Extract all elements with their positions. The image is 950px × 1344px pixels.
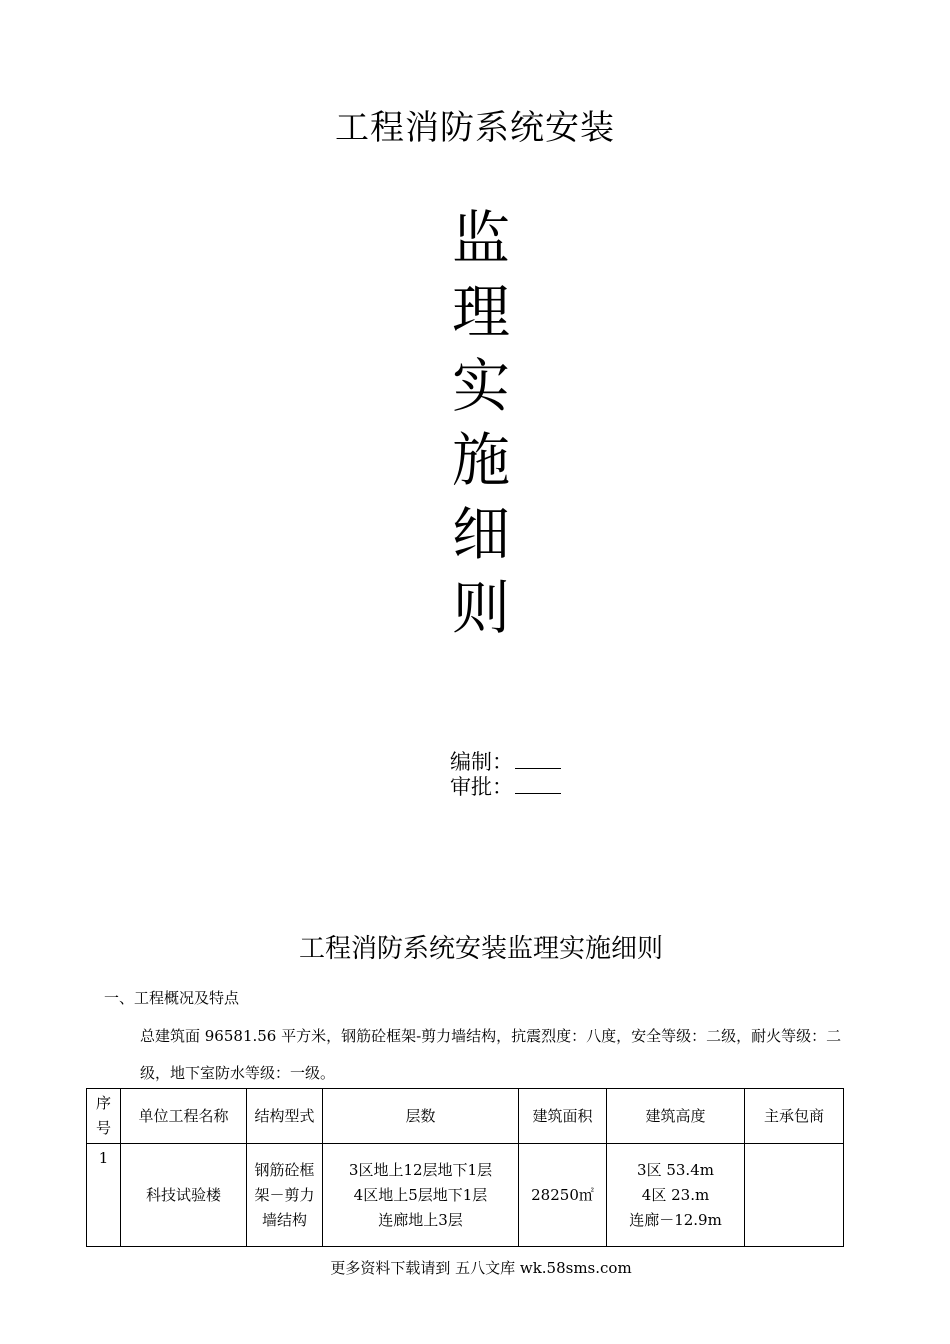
approved-by-blank	[515, 775, 561, 794]
height-line: 3区 53.4m	[637, 1160, 714, 1179]
compiled-by-label: 编制：	[450, 750, 513, 774]
cover-vertical-char: 理	[451, 278, 510, 346]
header-cell-no: 序号	[87, 1089, 121, 1144]
approved-by-label: 审批：	[450, 775, 513, 799]
header-cell-height: 建筑高度	[607, 1089, 745, 1144]
table-row	[87, 1144, 844, 1247]
floors-line: 4区地上5层地下1层	[353, 1185, 488, 1204]
document-title: 工程消防系统安装监理实施细则	[298, 934, 663, 964]
cover-vertical-char: 细	[451, 500, 510, 568]
compiled-by-blank	[515, 750, 561, 769]
cover-vertical-char: 则	[451, 574, 510, 642]
cell-name: 科技试验楼	[121, 1144, 247, 1247]
cover-vertical-char: 施	[451, 426, 510, 494]
header-cell-structure: 结构型式	[247, 1089, 323, 1144]
cell-no: 1	[87, 1144, 121, 1247]
approved-by-line	[450, 771, 561, 801]
header-cell-contractor: 主承包商	[745, 1089, 844, 1144]
cell-area: 28250㎡	[519, 1144, 607, 1247]
height-line: 4区 23.m	[641, 1185, 710, 1204]
cell-contractor	[745, 1144, 844, 1247]
header-cell-floors: 层数	[323, 1089, 519, 1144]
height-line: 连廊－12.9m	[629, 1210, 722, 1229]
table-header-row	[87, 1089, 844, 1144]
cover-title: 工程消防系统安装	[335, 108, 615, 148]
floors-line: 连廊地上3层	[378, 1210, 463, 1229]
cell-structure: 钢筋砼框架－剪力墙结构	[247, 1144, 323, 1247]
project-info-table	[86, 1088, 844, 1247]
floors-line: 3区地上12层地下1层	[348, 1160, 493, 1179]
cover-vertical-char: 实	[451, 352, 510, 420]
footer-text: 更多资料下载请到 五八文库 wk.58sms.com	[330, 1259, 632, 1277]
section-heading: 一、工程概况及特点	[104, 989, 240, 1007]
header-cell-name: 单位工程名称	[121, 1089, 247, 1144]
cell-height	[607, 1144, 745, 1247]
cover-vertical-char: 监	[451, 204, 510, 272]
header-cell-area: 建筑面积	[519, 1089, 607, 1144]
section-paragraph: 总建筑面 96581.56 平方米，钢筋砼框架-剪力墙结构，抗震烈度：八度，安全等级：二级，耐火等级：二级，地下室防水等级：一级。	[140, 1027, 842, 1082]
cell-floors	[323, 1144, 519, 1247]
